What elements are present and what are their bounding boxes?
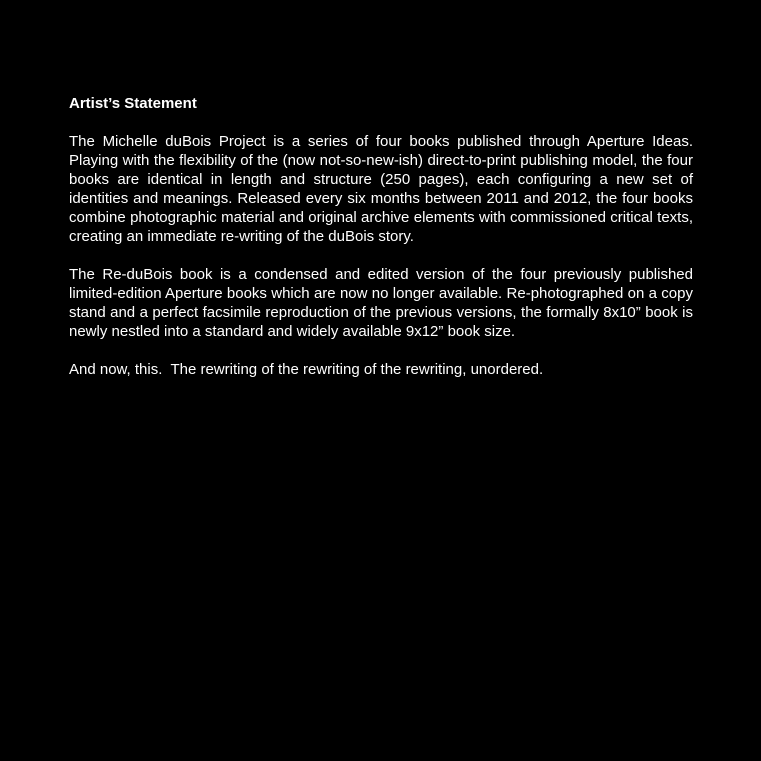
artist-statement: [69, 94, 693, 398]
statement-paragraph-2: The Re-duBois book is a condensed and edited version of the four previously published limited-edition Aperture books which are now no longer available. Re-photographed on a copy stand and a perfect facsimile reproduction of the previous versions, the formally 8x10” book is newly nestled into a standard and widely available 9x12” book size.: [69, 266, 693, 340]
statement-heading: Artist’s Statement: [69, 95, 197, 112]
statement-paragraph-3: And now, this. The rewriting of the rewriting of the rewriting, unordered.: [69, 361, 544, 378]
statement-paragraph-1: The Michelle duBois Project is a series of four books published through Aperture Ideas. Playing with the flexibility of the (now not-so-new-ish) direct-to-print publishing model, the four books are identical in length and structure (250 pages), each configuring a new set of identities and meanings. Released every six months between 2011 and 2012, the four books combine photographic material and original archive elements with commissioned critical texts, creating an immediate re-writing of the duBois story.: [69, 133, 693, 245]
